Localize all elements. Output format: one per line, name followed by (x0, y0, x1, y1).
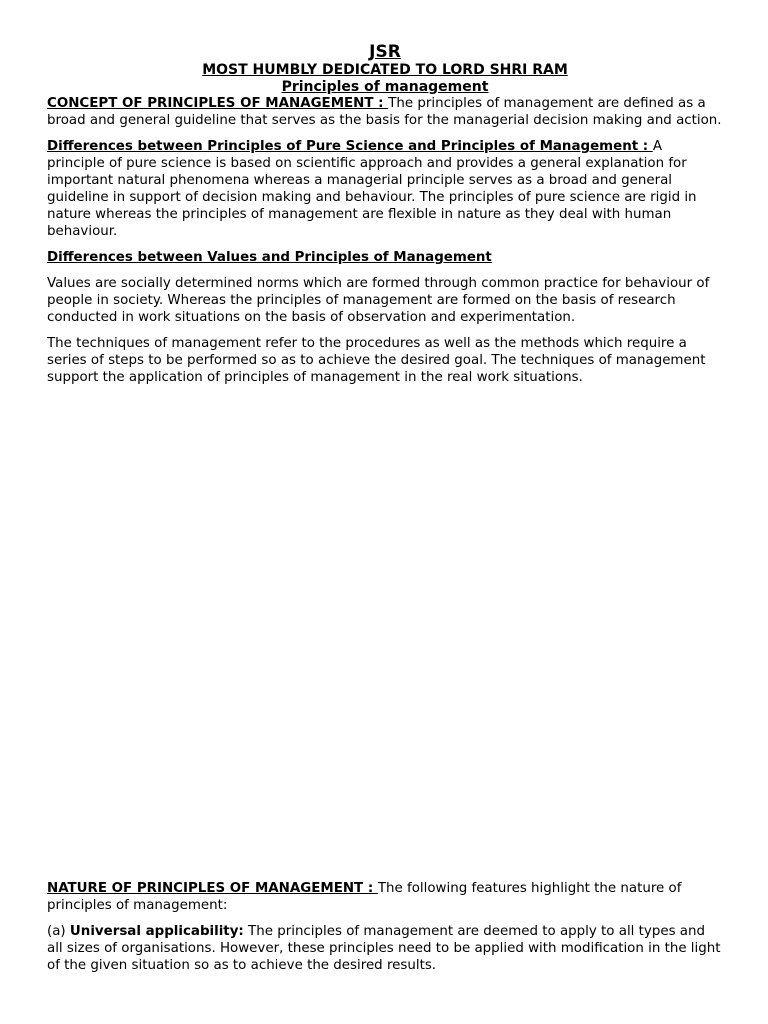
document-subtitle: Principles of management (281, 79, 489, 95)
values-heading: Differences between Values and Principles of Management (47, 250, 492, 265)
concept-paragraph (47, 95, 723, 129)
concept-text: The principles of management are defined as a broad and general guideline that serves as the basis for the managerial decision making and action. (47, 96, 722, 128)
pure-science-heading: Differences between Principles of Pure Science and Principles of Management : (47, 139, 653, 154)
universal-paragraph (47, 923, 723, 974)
dedication-line: MOST HUMBLY DEDICATED TO LORD SHRI RAM (202, 62, 568, 78)
nature-section (47, 880, 723, 974)
universal-text: The principles of management are deemed to apply to all types and all sizes of organisations. However, these principles need to be applied with modification in the light of the given situation so as to achieve the desired results. (47, 924, 721, 973)
concept-heading: CONCEPT OF PRINCIPLES OF MANAGEMENT : (47, 96, 389, 111)
techniques-paragraph: The techniques of management refer to the procedures as well as the methods which require a series of steps to be performed so as to achieve the desired goal. The techniques of management support the application of principles of management in the real work situations. (47, 336, 706, 385)
document-title: JSR (369, 42, 401, 62)
nature-heading: NATURE OF PRINCIPLES OF MANAGEMENT : (47, 881, 378, 896)
pure-science-text: A principle of pure science is based on scientific approach and provides a general explanation for important natural phenomena whereas a managerial principle serves as a broad and general guideline in support of decision making and behaviour. The principles of pure science are rigid in nature whereas the principles of management are flexible in nature as they deal with human behaviour. (47, 139, 697, 239)
pure-science-paragraph (47, 138, 723, 240)
nature-text: The following features highlight the nature of principles of management: (47, 881, 682, 913)
nature-paragraph (47, 880, 723, 914)
document-page (47, 42, 723, 386)
universal-heading: Universal applicability: (69, 924, 244, 939)
values-paragraph: Values are socially determined norms which are formed through common practice for behaviour of people in society. Whereas the principles of management are formed on the basis of research conducted in work situations on the basis of observation and experimentation. (47, 276, 710, 325)
universal-prefix: (a) (47, 924, 70, 939)
